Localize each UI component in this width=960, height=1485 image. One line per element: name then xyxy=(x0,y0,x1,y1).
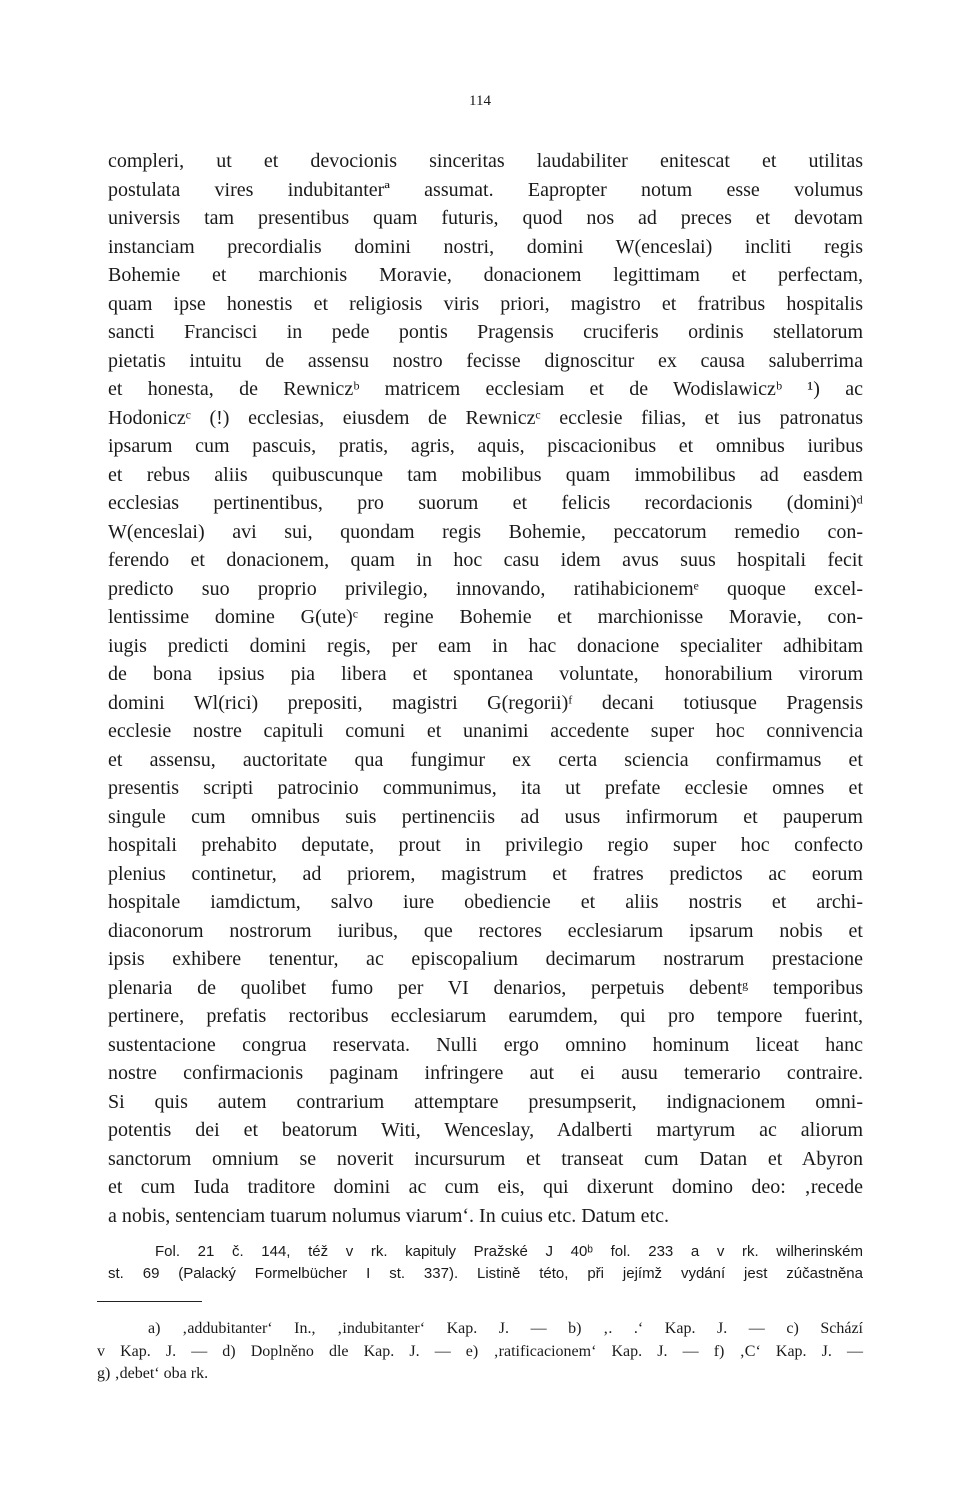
footnote-divider xyxy=(97,1301,202,1302)
body-line: W(enceslai) avi sui, quondam regis Bohemie, peccatorum remedio con- xyxy=(108,520,863,543)
source-note xyxy=(108,1241,863,1285)
body-line: universis tam presentibus quam futuris, quod nos ad preces et devotam xyxy=(108,207,863,229)
body-line: ipsarum cum pascuis, pratis, agris, aquis, piscacionibus et omnibus iuribus xyxy=(108,435,863,457)
body-line: plenius continetur, ad priorem, magistrum et fratres predictos ac eorum xyxy=(108,862,863,885)
body-line: ferendo et donacionem, quam in hoc casu idem avus suus hospitali fecit xyxy=(108,549,863,571)
body-line: iugis predicti domini regis, per eam in hac donacione specialiter adhibitam xyxy=(108,634,863,657)
body-line: pertinere, prefatis rectoribus ecclesiarum earumdem, qui pro tempore fuerint, xyxy=(108,1005,863,1027)
body-line: instanciam precordialis domini nostri, domini W(enceslai) incliti regis xyxy=(108,235,863,258)
footnote-line: g) ‚debet‘ oba rk. xyxy=(97,1365,209,1382)
body-line: presentis scripti patrocinio communimus, ita ut prefate ecclesie omnes et xyxy=(108,777,863,799)
page-number: 114 xyxy=(469,93,491,109)
body-line: compleri, ut et devocionis sinceritas laudabiliter enitescat et utilitas xyxy=(108,150,863,172)
source-note-line: st. 69 (Palacký Formelbücher I st. 337). Listině této, při jejímž vydání jest zúčastněna xyxy=(108,1265,863,1282)
body-line: sanctorum omnium se noverit incursurum et transeat cum Datan et Abyron xyxy=(108,1147,863,1170)
body-line: ecclesie nostre capituli comuni et unanimi accedente super hoc connivencia xyxy=(108,720,863,742)
body-text xyxy=(108,147,863,1230)
body-line: a nobis, sentenciam tuarum nolumus viarum‘. In cuius etc. Datum etc. xyxy=(108,1204,669,1227)
body-line: diaconorum nostrorum iuribus, que rectores ecclesiarum ipsarum nobis et xyxy=(108,919,863,942)
body-line: hospitale iamdictum, salvo iure obediencie et aliis nostris et archi- xyxy=(108,891,863,913)
body-line: et honesta, de Rewniczᵇ matricem ecclesiam et de Wodislawiczᵇ ¹) ac xyxy=(108,378,863,400)
body-line: postulata vires indubitanterª assumat. Eapropter notum esse volumus xyxy=(108,178,863,201)
body-line: hospitali prehabito deputate, prout in privilegio regio super hoc confecto xyxy=(108,834,863,856)
body-line: et cum Iuda traditore domini ac cum eis, qui dixerunt domino deo: ‚recede xyxy=(108,1176,863,1198)
body-line: predicto suo proprio privilegio, innovando, ratihabicionemᵉ quoque excel- xyxy=(108,577,863,600)
body-line: Si quis autem contrarium attemptare presumpserit, indignacionem omni- xyxy=(108,1090,863,1113)
body-line: pietatis intuitu de assensu nostro fecisse dignoscitur ex causa saluberrima xyxy=(108,349,863,372)
body-line: Bohemie et marchionis Moravie, donacionem legittimam et perfectam, xyxy=(108,264,863,286)
body-line: singule cum omnibus suis pertinenciis ad usus infirmorum et pauperum xyxy=(108,805,863,828)
footnotes xyxy=(97,1318,863,1386)
body-line: Hodoniczᶜ (!) ecclesias, eiusdem de Rewniczᶜ ecclesie filias, et ius patronatus xyxy=(108,406,863,429)
footnote-line: v Kap. J. — d) Doplněno dle Kap. J. — e) ‚ratificacionem‘ Kap. J. — f) ‚C‘ Kap. J. — xyxy=(97,1342,863,1360)
body-line: sancti Francisci in pede pontis Pragensis cruciferis ordinis stellatorum xyxy=(108,321,863,343)
body-line: quam ipse honestis et religiosis viris priori, magistro et fratribus hospitalis xyxy=(108,292,863,315)
body-line: nostre confirmacionis paginam infringere aut ei ausu temerario contraire. xyxy=(108,1062,863,1084)
body-line: potentis dei et beatorum Witi, Wenceslay, Adalberti martyrum ac aliorum xyxy=(108,1119,863,1141)
body-line: sustentacione congrua reservata. Nulli ergo omnino hominum liceat hanc xyxy=(108,1033,863,1056)
body-line: ecclesias pertinentibus, pro suorum et felicis recordacionis (domini)ᵈ xyxy=(108,492,863,514)
body-line: et assensu, auctoritate qua fungimur ex certa sciencia confirmamus et xyxy=(108,748,863,771)
body-line: de bona ipsius pia libera et spontanea voluntate, honorabilium virorum xyxy=(108,663,863,685)
body-line: domini Wl(rici) prepositi, magistri G(regorii)ᶠ decani totiusque Pragensis xyxy=(108,691,863,714)
body-line: lentissime domine G(ute)ᶜ regine Bohemie et marchionisse Moravie, con- xyxy=(108,606,863,628)
body-line: ipsis exhibere tenentur, ac episcopalium decimarum nostrarum prestacione xyxy=(108,948,863,970)
source-note-line: Fol. 21 č. 144, též v rk. kapituly Pražské J 40ᵇ fol. 233 a v rk. wilherinském xyxy=(155,1243,863,1260)
body-line: plenaria de quolibet fumo per VI denarios, perpetuis debentᵍ temporibus xyxy=(108,976,863,999)
body-line: et rebus aliis quibuscunque tam mobilibus quam immobilibus ad easdem xyxy=(108,463,863,486)
footnote-line: a) ‚addubitanter‘ In., ‚indubitanter‘ Kap. J. — b) ‚. .‘ Kap. J. — c) Schází xyxy=(148,1320,863,1337)
